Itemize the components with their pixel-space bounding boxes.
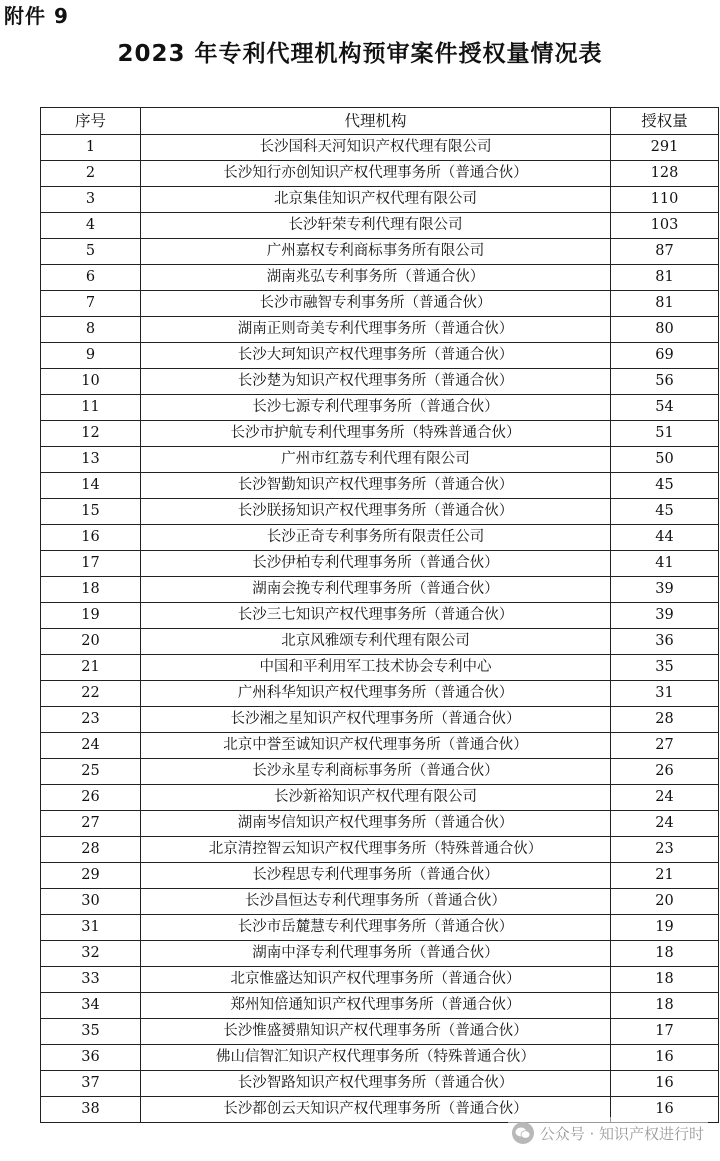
row-number: 2: [41, 161, 141, 187]
grant-count: 50: [611, 447, 719, 473]
table-row: [41, 265, 719, 291]
row-number: 27: [41, 811, 141, 837]
grant-count: 24: [611, 785, 719, 811]
grant-count: 51: [611, 421, 719, 447]
row-number: 26: [41, 785, 141, 811]
agency-name: 广州嘉权专利商标事务所有限公司: [141, 239, 611, 265]
row-number: 4: [41, 213, 141, 239]
agency-name: 北京惟盛达知识产权代理事务所（普通合伙）: [141, 967, 611, 993]
row-number: 9: [41, 343, 141, 369]
table-row: [41, 395, 719, 421]
agency-name: 长沙知行亦创知识产权代理事务所（普通合伙）: [141, 161, 611, 187]
table-header-row: [41, 108, 719, 135]
grant-count: 27: [611, 733, 719, 759]
wechat-icon: [512, 1122, 534, 1144]
agency-name: 广州市红荔专利代理有限公司: [141, 447, 611, 473]
agency-name: 长沙市护航专利代理事务所（特殊普通合伙）: [141, 421, 611, 447]
agency-name: 长沙伊柏专利代理事务所（普通合伙）: [141, 551, 611, 577]
row-number: 23: [41, 707, 141, 733]
table-row: [41, 681, 719, 707]
row-number: 12: [41, 421, 141, 447]
grant-count: 103: [611, 213, 719, 239]
watermark: [508, 1117, 708, 1149]
grant-count: 18: [611, 967, 719, 993]
row-number: 22: [41, 681, 141, 707]
document-title: 2023 年专利代理机构预审案件授权量情况表: [117, 41, 603, 67]
agency-name: 湖南岑信知识产权代理事务所（普通合伙）: [141, 811, 611, 837]
row-number: 8: [41, 317, 141, 343]
agency-name: 长沙市岳麓慧专利代理事务所（普通合伙）: [141, 915, 611, 941]
table-row: [41, 369, 719, 395]
table-row: [41, 629, 719, 655]
agency-name: 长沙智勤知识产权代理事务所（普通合伙）: [141, 473, 611, 499]
row-number: 14: [41, 473, 141, 499]
table-row: [41, 525, 719, 551]
grant-count: 54: [611, 395, 719, 421]
agency-name: 广州科华知识产权代理事务所（普通合伙）: [141, 681, 611, 707]
row-number: 3: [41, 187, 141, 213]
table-row: [41, 655, 719, 681]
agency-name: 北京集佳知识产权代理有限公司: [141, 187, 611, 213]
agency-name: 长沙大珂知识产权代理事务所（普通合伙）: [141, 343, 611, 369]
grant-count: 45: [611, 473, 719, 499]
row-number: 13: [41, 447, 141, 473]
row-number: 37: [41, 1071, 141, 1097]
table-row: [41, 343, 719, 369]
row-number: 24: [41, 733, 141, 759]
grant-count: 69: [611, 343, 719, 369]
watermark-text: 公众号 · 知识产权进行时: [539, 1124, 704, 1143]
table-row: [41, 993, 719, 1019]
grant-count: 23: [611, 837, 719, 863]
row-number: 38: [41, 1097, 141, 1123]
agency-name: 湖南兆弘专利事务所（普通合伙）: [141, 265, 611, 291]
agency-name: 长沙昌恒达专利代理事务所（普通合伙）: [141, 889, 611, 915]
grant-count: 31: [611, 681, 719, 707]
table-row: [41, 473, 719, 499]
grant-count: 20: [611, 889, 719, 915]
header-no: 序号: [41, 108, 141, 135]
grant-count: 35: [611, 655, 719, 681]
row-number: 33: [41, 967, 141, 993]
row-number: 15: [41, 499, 141, 525]
table-row: [41, 863, 719, 889]
table-row: [41, 447, 719, 473]
table-row: [41, 239, 719, 265]
table-row: [41, 707, 719, 733]
table-row: [41, 837, 719, 863]
row-number: 18: [41, 577, 141, 603]
grant-count: 45: [611, 499, 719, 525]
grant-count: 18: [611, 941, 719, 967]
table-row: [41, 941, 719, 967]
table-row: [41, 785, 719, 811]
table-row: [41, 499, 719, 525]
row-number: 11: [41, 395, 141, 421]
row-number: 35: [41, 1019, 141, 1045]
table-row: [41, 187, 719, 213]
table-row: [41, 811, 719, 837]
agency-name: 长沙正奇专利事务所有限责任公司: [141, 525, 611, 551]
row-number: 32: [41, 941, 141, 967]
table-row: [41, 577, 719, 603]
row-number: 21: [41, 655, 141, 681]
agency-name: 北京中誉至诚知识产权代理事务所（普通合伙）: [141, 733, 611, 759]
table-row: [41, 603, 719, 629]
header-count: 授权量: [611, 108, 719, 135]
agency-name: 长沙智路知识产权代理事务所（普通合伙）: [141, 1071, 611, 1097]
row-number: 31: [41, 915, 141, 941]
grant-count: 81: [611, 291, 719, 317]
grant-table: [40, 107, 719, 1123]
grant-count: 39: [611, 603, 719, 629]
row-number: 29: [41, 863, 141, 889]
agency-name: 长沙程思专利代理事务所（普通合伙）: [141, 863, 611, 889]
grant-count: 26: [611, 759, 719, 785]
table-row: [41, 889, 719, 915]
agency-name: 长沙轩荣专利代理有限公司: [141, 213, 611, 239]
table-row: [41, 1019, 719, 1045]
agency-name: 湖南会挽专利代理事务所（普通合伙）: [141, 577, 611, 603]
table-row: [41, 1045, 719, 1071]
row-number: 6: [41, 265, 141, 291]
grant-count: 41: [611, 551, 719, 577]
agency-name: 佛山信智汇知识产权代理事务所（特殊普通合伙）: [141, 1045, 611, 1071]
grant-count: 17: [611, 1019, 719, 1045]
row-number: 34: [41, 993, 141, 1019]
agency-name: 长沙朕扬知识产权代理事务所（普通合伙）: [141, 499, 611, 525]
agency-name: 长沙三七知识产权代理事务所（普通合伙）: [141, 603, 611, 629]
agency-name: 长沙湘之星知识产权代理事务所（普通合伙）: [141, 707, 611, 733]
agency-name: 湖南中泽专利代理事务所（普通合伙）: [141, 941, 611, 967]
grant-count: 291: [611, 135, 719, 161]
row-number: 7: [41, 291, 141, 317]
grant-count: 28: [611, 707, 719, 733]
row-number: 1: [41, 135, 141, 161]
agency-name: 长沙惟盛赟鼎知识产权代理事务所（普通合伙）: [141, 1019, 611, 1045]
table-body: [41, 135, 719, 1123]
row-number: 16: [41, 525, 141, 551]
table-row: [41, 317, 719, 343]
table-row: [41, 915, 719, 941]
agency-name: 长沙都创云天知识产权代理事务所（普通合伙）: [141, 1097, 611, 1123]
table-row: [41, 551, 719, 577]
row-number: 30: [41, 889, 141, 915]
grant-count: 16: [611, 1045, 719, 1071]
grant-count: 110: [611, 187, 719, 213]
row-number: 25: [41, 759, 141, 785]
row-number: 36: [41, 1045, 141, 1071]
grant-count: 19: [611, 915, 719, 941]
attachment-label: 附件 9: [4, 4, 69, 28]
grant-count: 80: [611, 317, 719, 343]
table-row: [41, 759, 719, 785]
agency-name: 长沙楚为知识产权代理事务所（普通合伙）: [141, 369, 611, 395]
grant-count: 128: [611, 161, 719, 187]
grant-count: 24: [611, 811, 719, 837]
grant-count: 18: [611, 993, 719, 1019]
grant-count: 21: [611, 863, 719, 889]
grant-count: 56: [611, 369, 719, 395]
agency-name: 长沙永星专利商标事务所（普通合伙）: [141, 759, 611, 785]
row-number: 28: [41, 837, 141, 863]
table-row: [41, 213, 719, 239]
agency-name: 北京清控智云知识产权代理事务所（特殊普通合伙）: [141, 837, 611, 863]
agency-name: 郑州知倍通知识产权代理事务所（普通合伙）: [141, 993, 611, 1019]
table-row: [41, 291, 719, 317]
agency-name: 北京风雅颂专利代理有限公司: [141, 629, 611, 655]
row-number: 19: [41, 603, 141, 629]
header-agency: 代理机构: [141, 108, 611, 135]
row-number: 17: [41, 551, 141, 577]
agency-name: 长沙国科天河知识产权代理有限公司: [141, 135, 611, 161]
table-row: [41, 421, 719, 447]
table-row: [41, 733, 719, 759]
table-row: [41, 1071, 719, 1097]
grant-count: 44: [611, 525, 719, 551]
table-row: [41, 135, 719, 161]
grant-count: 16: [611, 1097, 719, 1123]
grant-count: 36: [611, 629, 719, 655]
row-number: 20: [41, 629, 141, 655]
grant-count: 87: [611, 239, 719, 265]
row-number: 5: [41, 239, 141, 265]
agency-name: 长沙七源专利代理事务所（普通合伙）: [141, 395, 611, 421]
grant-count: 39: [611, 577, 719, 603]
row-number: 10: [41, 369, 141, 395]
agency-name: 长沙市融智专利事务所（普通合伙）: [141, 291, 611, 317]
table-row: [41, 161, 719, 187]
agency-name: 长沙新裕知识产权代理有限公司: [141, 785, 611, 811]
grant-count: 81: [611, 265, 719, 291]
agency-name: 中国和平利用军工技术协会专利中心: [141, 655, 611, 681]
table-row: [41, 967, 719, 993]
grant-count: 16: [611, 1071, 719, 1097]
agency-name: 湖南正则奇美专利代理事务所（普通合伙）: [141, 317, 611, 343]
